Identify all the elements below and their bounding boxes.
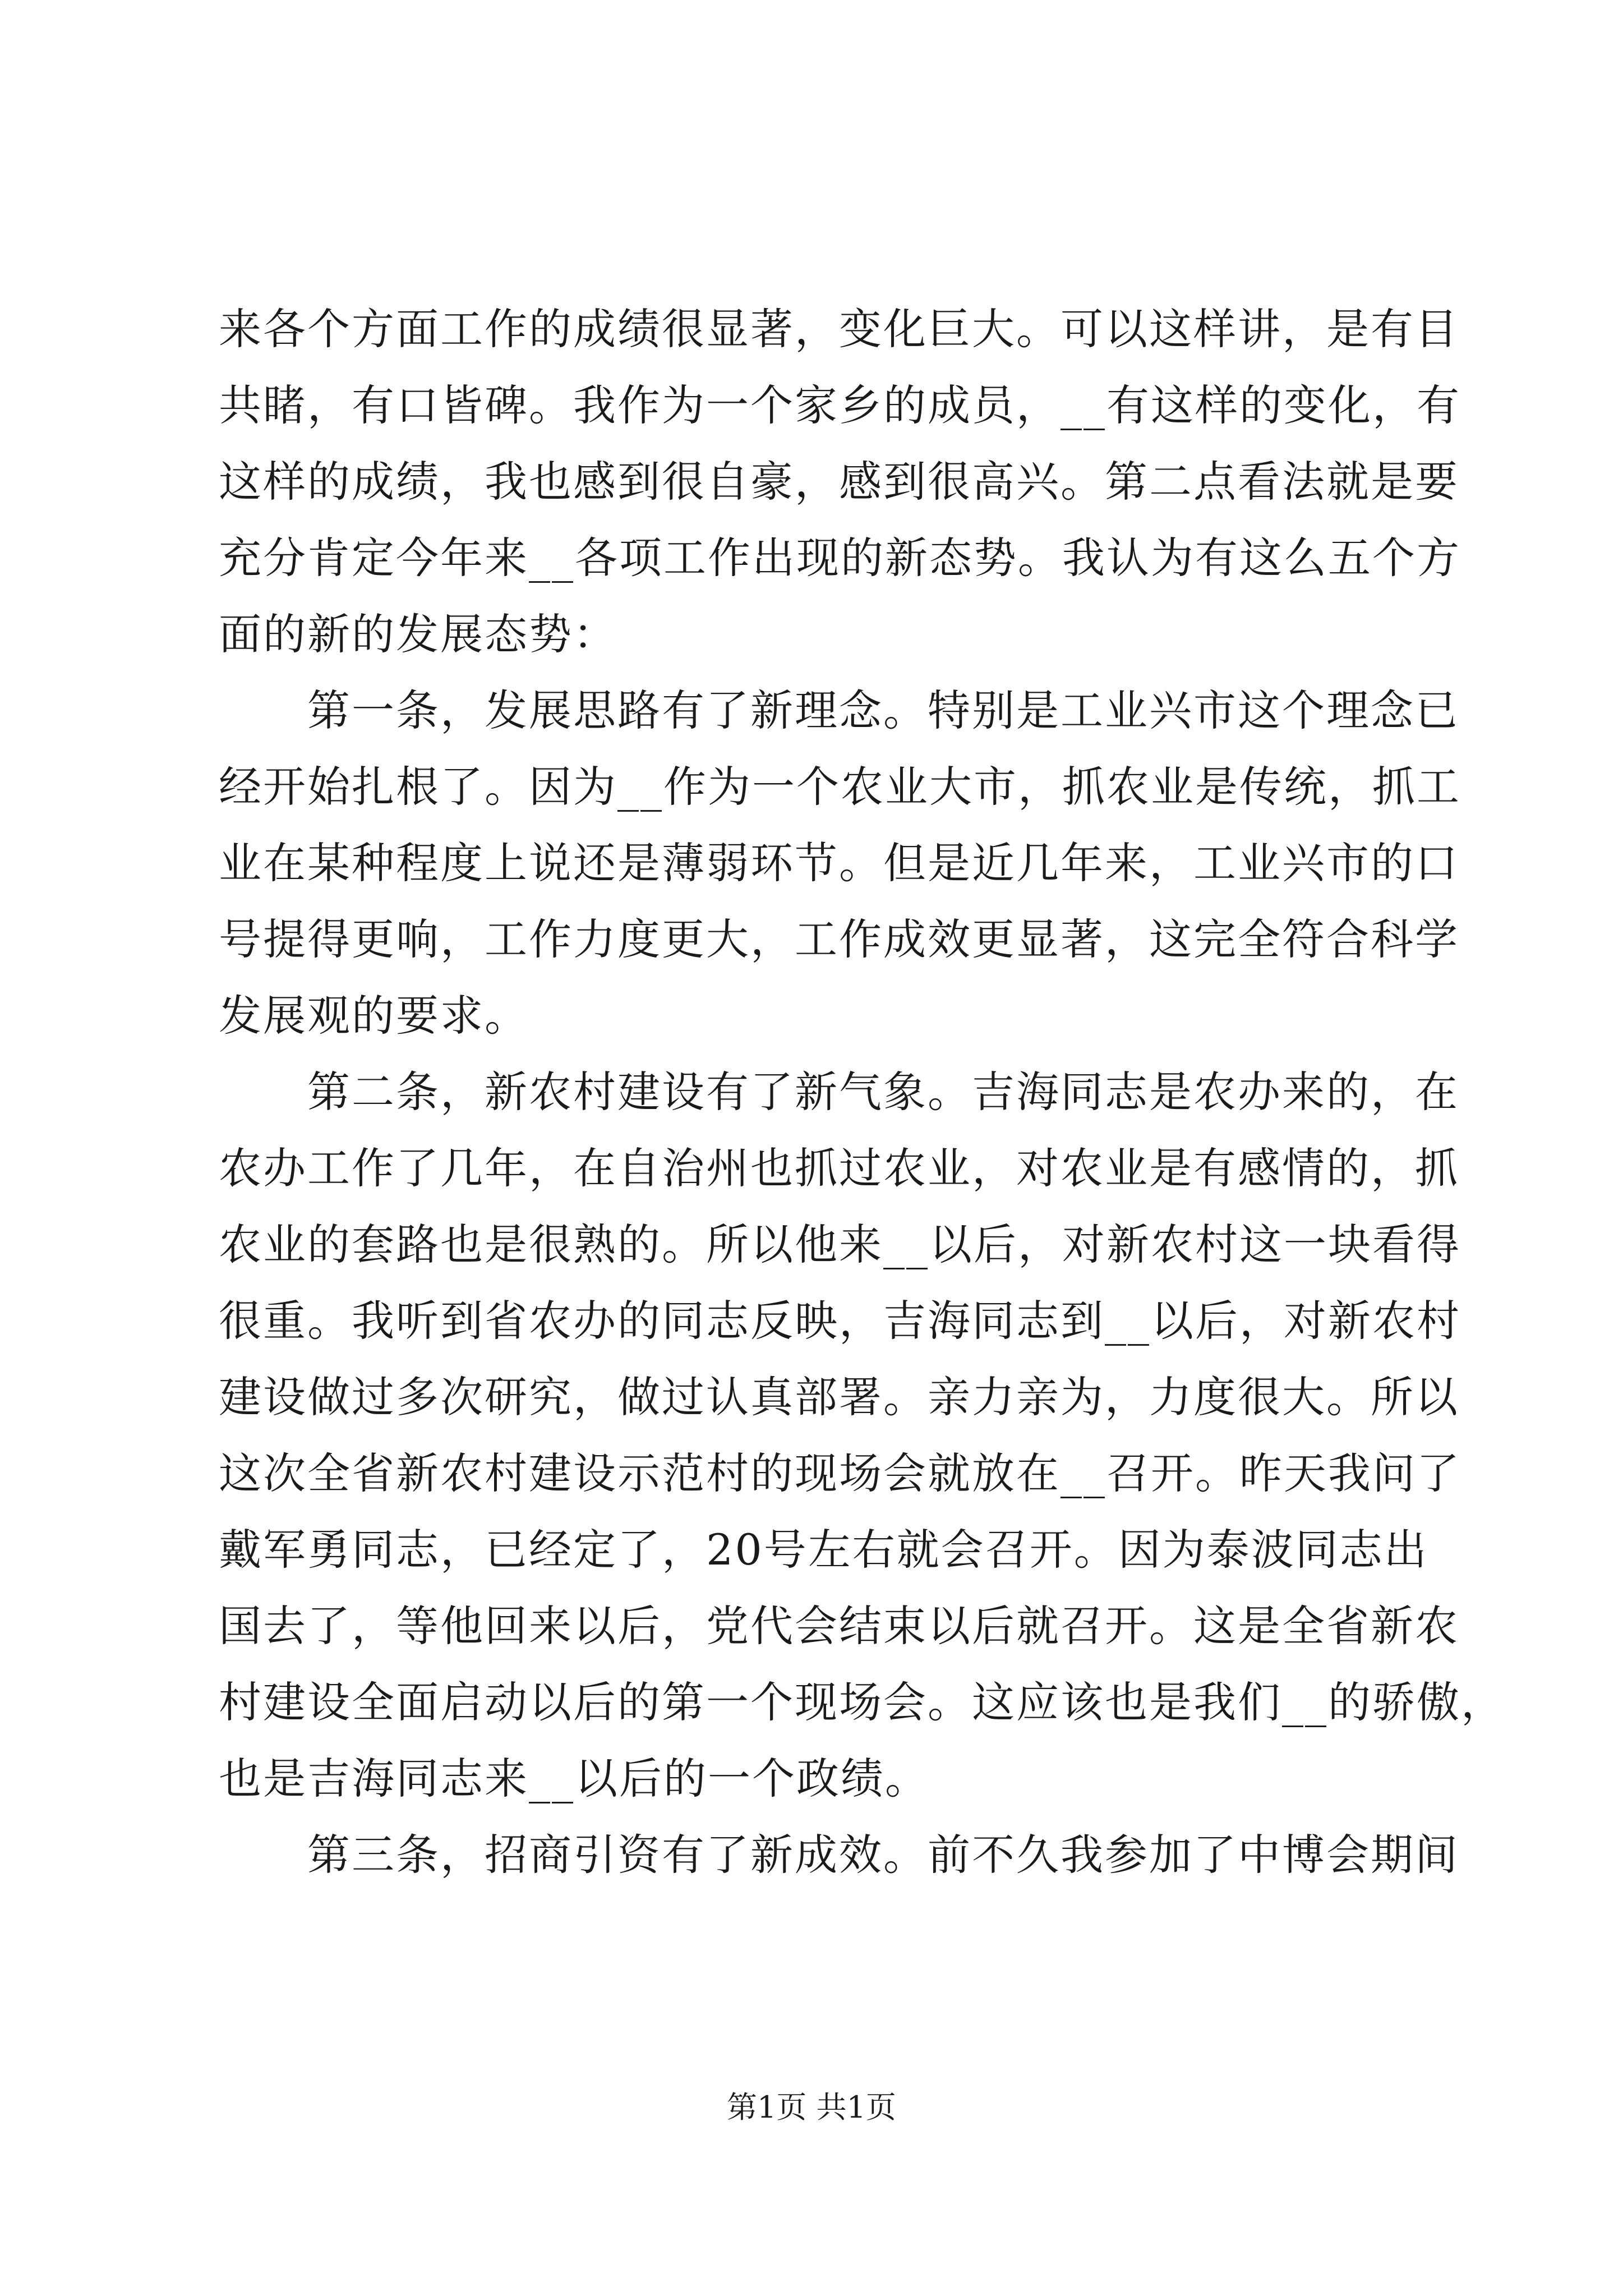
page-number-footer: 第1页 共1页 bbox=[727, 2090, 896, 2125]
text-line: 业在某种程度上说还是薄弱环节。但是近几年来，工业兴市的口 bbox=[219, 838, 1459, 888]
text-line: 农业的套路也是很熟的。所以他来__以后，对新农村这一块看得 bbox=[219, 1220, 1461, 1269]
text-line: 戴军勇同志，已经定了，20号左右就会召开。因为泰波同志出 bbox=[219, 1525, 1428, 1575]
text-line: 面的新的发展态势： bbox=[219, 609, 617, 659]
text-line: 发展观的要求。 bbox=[219, 991, 529, 1041]
text-line: 来各个方面工作的成绩很显著，变化巨大。可以这样讲，是有目 bbox=[219, 304, 1459, 354]
text-line: 农办工作了几年，在自治州也抓过农业，对农业是有感情的，抓 bbox=[219, 1143, 1459, 1193]
text-line: 这样的成绩，我也感到很自豪，感到很高兴。第二点看法就是要 bbox=[219, 457, 1459, 507]
text-line: 建设做过多次研究，做过认真部署。亲力亲为，力度很大。所以 bbox=[219, 1372, 1459, 1422]
text-line: 共睹，有口皆碑。我作为一个家乡的成员，__有这样的变化，有 bbox=[219, 380, 1461, 430]
text-line: 也是吉海同志来__以后的一个政绩。 bbox=[219, 1754, 929, 1803]
text-line: 号提得更响，工作力度更大，工作成效更显著，这完全符合科学 bbox=[219, 914, 1459, 964]
paragraph-start-line: 第二条，新农村建设有了新气象。吉海同志是农办来的，在 bbox=[219, 1067, 1459, 1117]
paragraph-start-line: 第一条，发展思路有了新理念。特别是工业兴市这个理念已 bbox=[219, 685, 1459, 735]
paragraph-start-line: 第三条，招商引资有了新成效。前不久我参加了中博会期间 bbox=[219, 1830, 1459, 1880]
text-line: 充分肯定今年来__各项工作出现的新态势。我认为有这么五个方 bbox=[219, 533, 1461, 583]
text-line: 很重。我听到省农办的同志反映，吉海同志到__以后，对新农村 bbox=[219, 1296, 1461, 1346]
text-line: 村建设全面启动以后的第一个现场会。这应该也是我们__的骄傲， bbox=[219, 1677, 1505, 1727]
text-line: 这次全省新农村建设示范村的现场会就放在__召开。昨天我问了 bbox=[219, 1448, 1461, 1498]
text-line: 国去了，等他回来以后，党代会结束以后就召开。这是全省新农 bbox=[219, 1601, 1459, 1651]
text-line: 经开始扎根了。因为__作为一个农业大市，抓农业是传统，抓工 bbox=[219, 762, 1461, 812]
